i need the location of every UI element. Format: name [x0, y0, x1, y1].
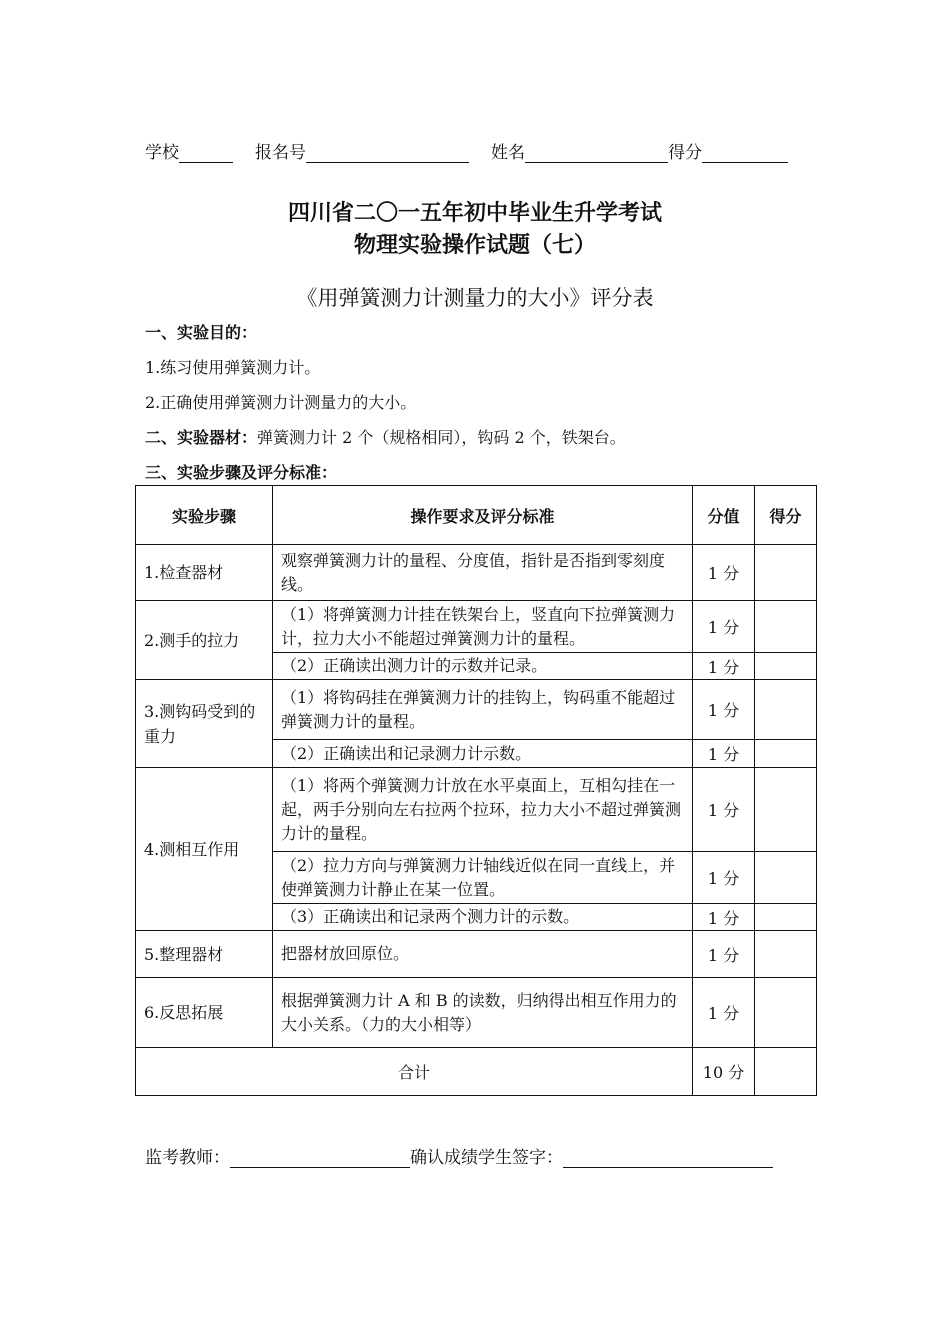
scoring-table — [135, 485, 817, 1096]
school-blank — [179, 144, 233, 163]
requirement-cell: （2）正确读出测力计的示数并记录。 — [273, 653, 693, 680]
points-cell: 1 分 — [693, 978, 755, 1048]
points-cell: 1 分 — [693, 653, 755, 680]
requirement-cell: （2）正确读出和记录测力计示数。 — [273, 740, 693, 768]
requirement-cell: 观察弹簧测力计的量程、分度值，指针是否指到零刻度线。 — [273, 545, 693, 601]
student-label: 确认成绩学生签字： — [410, 1148, 563, 1168]
points-cell: 1 分 — [693, 931, 755, 978]
requirement-cell: （1）将两个弹簧测力计放在水平桌面上，互相勾挂在一起，两手分别向左右拉两个拉环，拉力大小不超过弹簧测力计的量程。 — [273, 768, 693, 852]
table-row — [136, 978, 817, 1048]
equipment-heading: 二、实验器材： — [145, 428, 258, 447]
name-blank — [525, 144, 668, 163]
step-cell: 2.测手的拉力 — [136, 601, 273, 680]
points-cell: 1 分 — [693, 740, 755, 768]
score-cell[interactable] — [755, 931, 817, 978]
sheet-title: 《用弹簧测力计测量力的大小》评分表 — [296, 286, 654, 310]
score-cell[interactable] — [755, 768, 817, 852]
table-row — [136, 601, 817, 653]
header-step: 实验步骤 — [136, 486, 273, 545]
score-cell[interactable] — [755, 852, 817, 904]
purpose-item: 2.正确使用弹簧测力计测量力的大小。 — [145, 393, 417, 412]
score-cell[interactable] — [755, 740, 817, 768]
header-requirement: 操作要求及评分标准 — [273, 486, 693, 545]
total-label: 合计 — [136, 1048, 693, 1096]
step-cell: 6.反思拓展 — [136, 978, 273, 1048]
table-row — [136, 768, 817, 852]
requirement-cell: （3）正确读出和记录两个测力计的示数。 — [273, 904, 693, 931]
exam-title: 四川省二〇一五年初中毕业生升学考试 — [287, 201, 662, 226]
score-cell[interactable] — [755, 904, 817, 931]
points-cell: 1 分 — [693, 904, 755, 931]
points-cell: 1 分 — [693, 601, 755, 653]
student-signature-blank[interactable] — [563, 1149, 773, 1168]
regno-blank — [306, 144, 469, 163]
step-cell: 1.检查器材 — [136, 545, 273, 601]
purpose-item: 1.练习使用弹簧测力计。 — [145, 358, 321, 377]
score-blank — [702, 144, 788, 163]
points-cell: 1 分 — [693, 768, 755, 852]
score-cell[interactable] — [755, 545, 817, 601]
teacher-label: 监考教师： — [145, 1148, 230, 1168]
score-cell[interactable] — [755, 680, 817, 740]
name-label: 姓名 — [491, 143, 525, 163]
purpose-heading: 一、实验目的： — [145, 323, 258, 342]
requirement-cell: （2）拉力方向与弹簧测力计轴线近似在同一直线上，并使弹簧测力计静止在某一位置。 — [273, 852, 693, 904]
requirement-cell: 把器材放回原位。 — [273, 931, 693, 978]
requirement-cell: 根据弹簧测力计 A 和 B 的读数，归纳得出相互作用力的大小关系。（力的大小相等） — [273, 978, 693, 1048]
steps-heading: 三、实验步骤及评分标准： — [145, 463, 338, 482]
score-label: 得分 — [668, 143, 702, 163]
total-points: 10 分 — [693, 1048, 755, 1096]
step-cell: 3.测钩码受到的重力 — [136, 680, 273, 768]
score-cell[interactable] — [755, 601, 817, 653]
total-score-cell[interactable] — [755, 1048, 817, 1096]
step-cell: 4.测相互作用 — [136, 768, 273, 931]
header-fields — [145, 137, 815, 163]
teacher-signature-blank[interactable] — [230, 1149, 410, 1168]
signature-line — [145, 1143, 773, 1168]
points-cell: 1 分 — [693, 545, 755, 601]
table-row — [136, 931, 817, 978]
table-row — [136, 545, 817, 601]
equipment-text: 弹簧测力计 2 个（规格相同），钩码 2 个，铁架台。 — [257, 428, 626, 447]
exam-subtitle: 物理实验操作试题（七） — [353, 233, 596, 258]
score-cell[interactable] — [755, 978, 817, 1048]
school-label: 学校 — [145, 143, 179, 163]
points-cell: 1 分 — [693, 852, 755, 904]
requirement-cell: （1）将弹簧测力计挂在铁架台上，竖直向下拉弹簧测力计，拉力大小不能超过弹簧测力计的量程。 — [273, 601, 693, 653]
requirement-cell: （1）将钩码挂在弹簧测力计的挂钩上，钩码重不能超过弹簧测力计的量程。 — [273, 680, 693, 740]
table-header-row — [136, 486, 817, 545]
total-row — [136, 1048, 817, 1096]
score-cell[interactable] — [755, 653, 817, 680]
header-score: 得分 — [755, 486, 817, 545]
table-row — [136, 680, 817, 740]
equipment-line — [145, 425, 626, 448]
header-points: 分值 — [693, 486, 755, 545]
step-cell: 5.整理器材 — [136, 931, 273, 978]
regno-label: 报名号 — [255, 143, 306, 163]
points-cell: 1 分 — [693, 680, 755, 740]
